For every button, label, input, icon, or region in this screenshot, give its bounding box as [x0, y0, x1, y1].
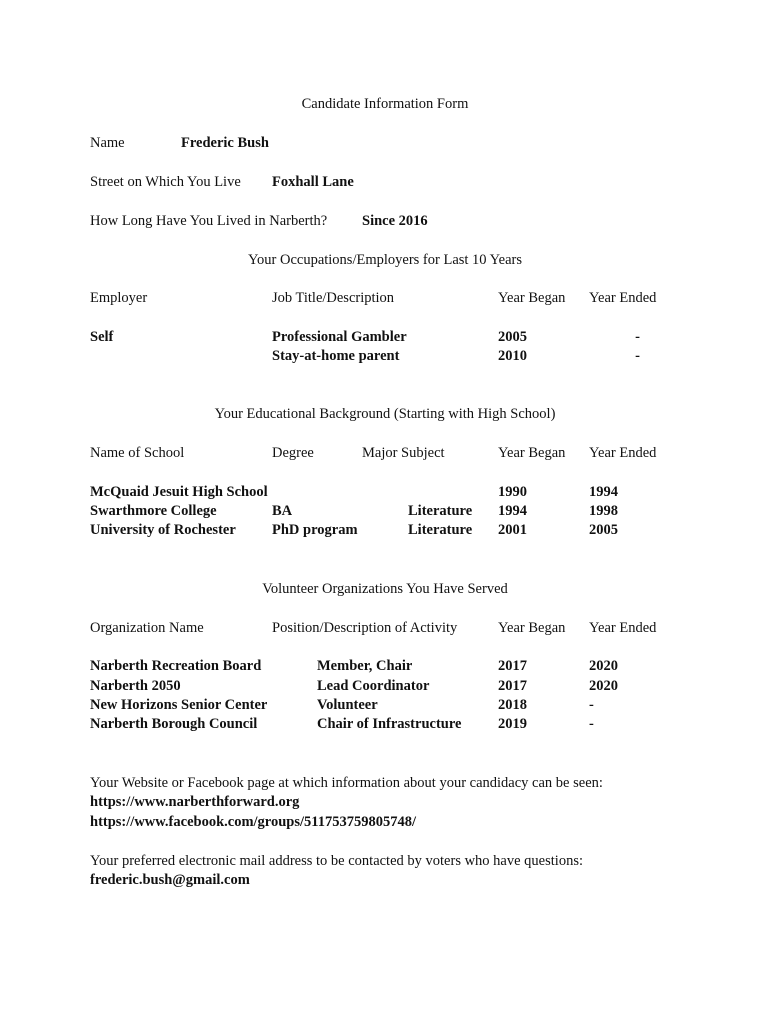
volunteer-position: Member, Chair: [317, 658, 413, 674]
volunteer-year-ended: -: [589, 716, 594, 732]
street-value: Foxhall Lane: [272, 174, 354, 190]
education-header-ended: Year Ended: [589, 445, 657, 461]
website-label: Your Website or Facebook page at which information about your candidacy can be seen:: [90, 775, 603, 791]
education-major: Literature: [408, 522, 473, 538]
street-label: Street on Which You Live: [90, 174, 241, 190]
education-header-degree: Degree: [272, 445, 314, 461]
volunteer-year-ended: 2020: [589, 678, 618, 694]
volunteer-header-position: Position/Description of Activity: [272, 620, 458, 636]
volunteer-year-began: 2019: [498, 716, 527, 732]
education-year-ended: 2005: [589, 522, 618, 538]
occupation-year-ended: -: [635, 348, 640, 364]
volunteer-header-began: Year Began: [498, 620, 566, 636]
occupations-header-ended: Year Ended: [589, 290, 657, 306]
occupation-year-ended: -: [635, 329, 640, 345]
education-header-major: Major Subject: [362, 445, 445, 461]
education-year-began: 2001: [498, 522, 527, 538]
occupation-year-began: 2010: [498, 348, 527, 364]
volunteer-org: New Horizons Senior Center: [90, 697, 268, 713]
volunteer-year-ended: -: [589, 697, 594, 713]
education-degree: PhD program: [272, 522, 358, 538]
facebook-link[interactable]: https://www.facebook.com/groups/511753759805748/: [90, 814, 417, 830]
education-year-ended: 1994: [589, 484, 618, 500]
education-school: University of Rochester: [90, 522, 236, 538]
volunteer-year-began: 2017: [498, 658, 527, 674]
volunteer-heading: Volunteer Organizations You Have Served: [262, 581, 508, 597]
education-year-ended: 1998: [589, 503, 618, 519]
volunteer-org: Narberth Borough Council: [90, 716, 258, 732]
volunteer-org: Narberth Recreation Board: [90, 658, 262, 674]
email-value[interactable]: frederic.bush@gmail.com: [90, 872, 250, 888]
volunteer-position: Volunteer: [317, 697, 378, 713]
education-major: Literature: [408, 503, 473, 519]
occupations-heading: Your Occupations/Employers for Last 10 Years: [248, 252, 522, 268]
education-year-began: 1990: [498, 484, 527, 500]
lived-value: Since 2016: [362, 213, 428, 229]
education-header-began: Year Began: [498, 445, 566, 461]
volunteer-position: Lead Coordinator: [317, 678, 430, 694]
education-year-began: 1994: [498, 503, 527, 519]
volunteer-year-ended: 2020: [589, 658, 618, 674]
volunteer-position: Chair of Infrastructure: [317, 716, 462, 732]
volunteer-year-began: 2017: [498, 678, 527, 694]
occupation-job: Stay-at-home parent: [272, 348, 400, 364]
volunteer-header-ended: Year Ended: [589, 620, 657, 636]
occupation-job: Professional Gambler: [272, 329, 407, 345]
education-school: McQuaid Jesuit High School: [90, 484, 268, 500]
education-header-school: Name of School: [90, 445, 185, 461]
volunteer-year-began: 2018: [498, 697, 527, 713]
email-label: Your preferred electronic mail address to be contacted by voters who have questions:: [90, 853, 583, 869]
education-school: Swarthmore College: [90, 503, 217, 519]
name-value: Frederic Bush: [181, 135, 269, 151]
education-degree: BA: [272, 503, 293, 519]
education-heading: Your Educational Background (Starting with High School): [214, 406, 556, 422]
occupations-header-employer: Employer: [90, 290, 148, 306]
occupation-employer: Self: [90, 329, 114, 345]
occupation-year-began: 2005: [498, 329, 527, 345]
page-title: Candidate Information Form: [301, 96, 469, 112]
occupations-header-began: Year Began: [498, 290, 566, 306]
lived-label: How Long Have You Lived in Narberth?: [90, 213, 328, 229]
occupations-header-job: Job Title/Description: [272, 290, 395, 306]
volunteer-header-org: Organization Name: [90, 620, 204, 636]
website-link[interactable]: https://www.narberthforward.org: [90, 794, 300, 810]
name-label: Name: [90, 135, 125, 151]
volunteer-org: Narberth 2050: [90, 678, 181, 694]
